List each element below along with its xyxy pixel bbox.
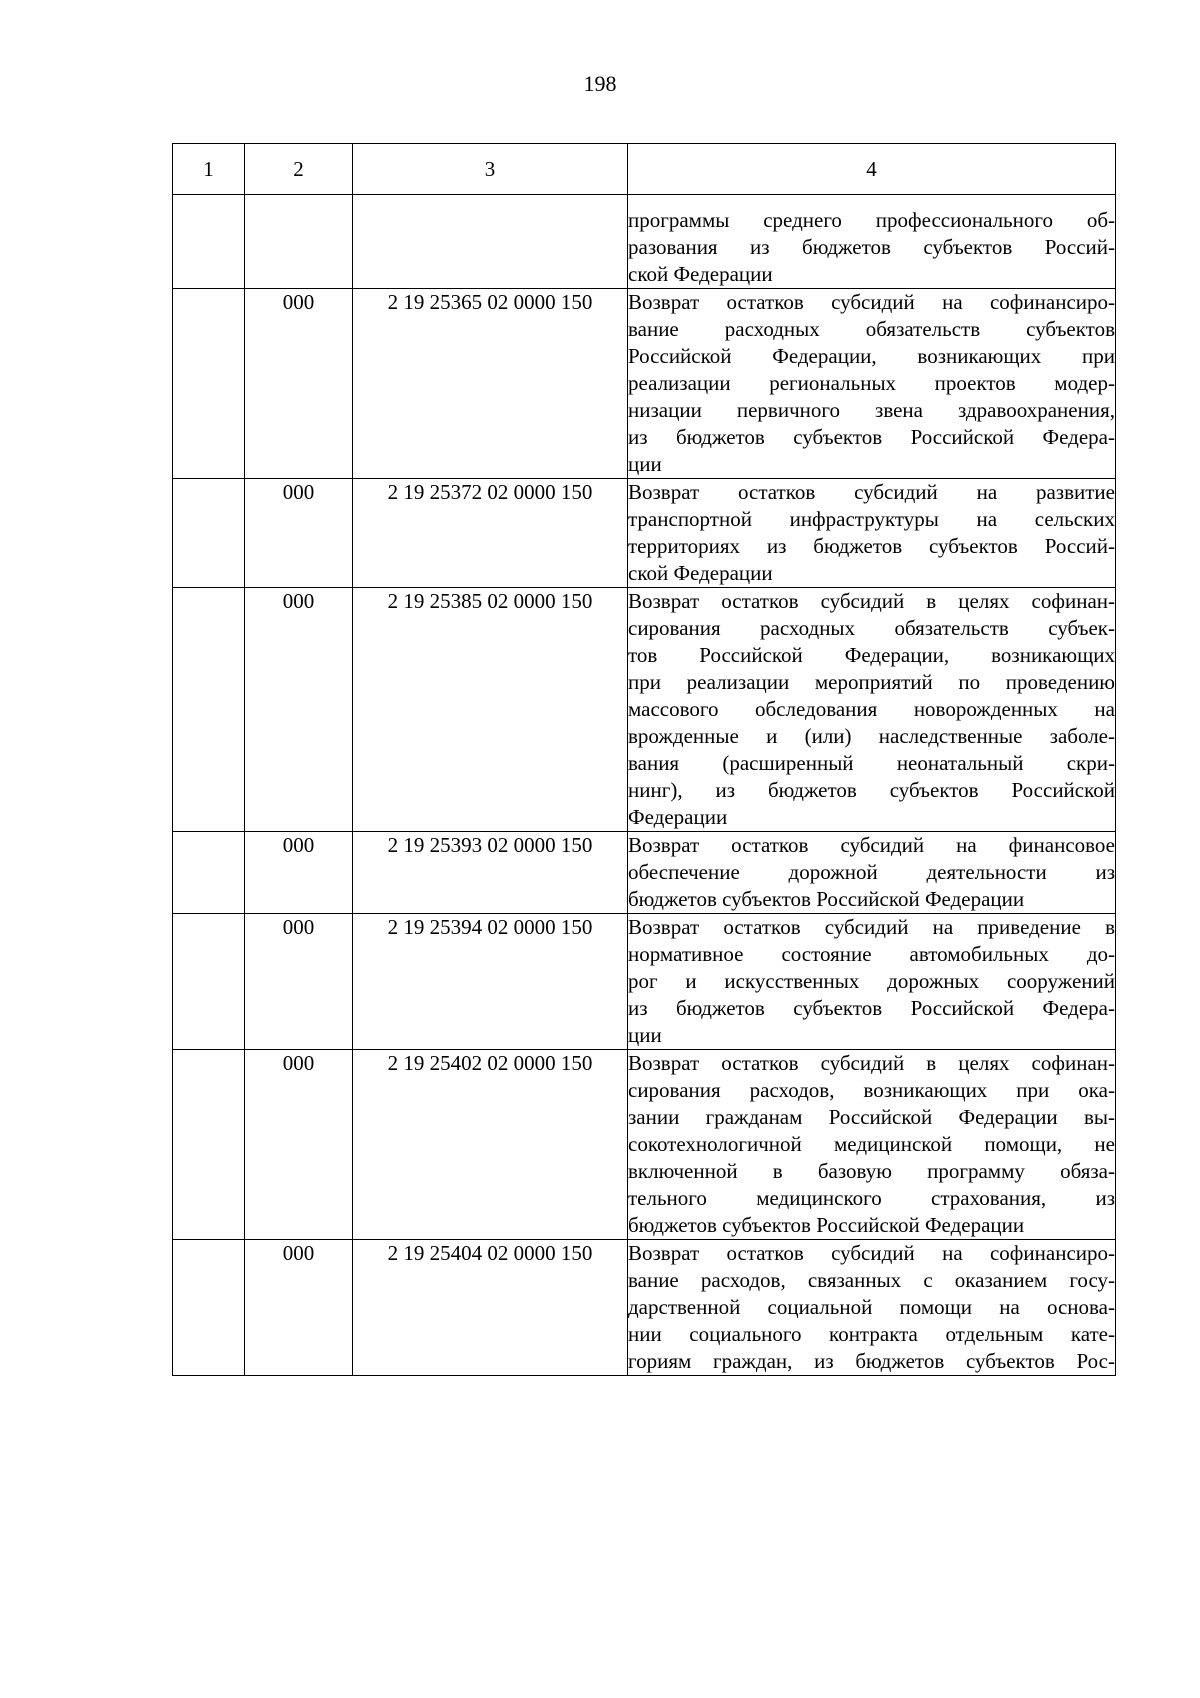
- description-line: ции: [628, 452, 662, 476]
- description-line: Федерации: [628, 805, 728, 829]
- table-row: [173, 479, 1116, 588]
- admin-code-cell: [245, 195, 353, 289]
- empty-cell: [173, 1050, 245, 1240]
- budget-code-cell: 2 19 25394 02 0000 150: [353, 914, 628, 1050]
- description-line: врожденные и (или) наследственные заболе-: [628, 724, 1115, 748]
- description-line: транспортной инфраструктуры на сельских: [628, 507, 1115, 531]
- table-row: [173, 195, 1116, 289]
- description-cell: [628, 195, 1116, 289]
- empty-cell: [173, 479, 245, 588]
- description-line: вание расходов, связанных с оказанием госу-: [628, 1268, 1115, 1292]
- description-line: из бюджетов субъектов Российской Федера-: [628, 996, 1115, 1020]
- description-line: включенной в базовую программу обяза-: [628, 1159, 1115, 1183]
- description-cell: [628, 1240, 1116, 1376]
- table-header-row: [173, 144, 1116, 195]
- empty-cell: [173, 195, 245, 289]
- admin-code-cell: 000: [245, 289, 353, 479]
- description-line: Российской Федерации, возникающих при: [628, 344, 1115, 368]
- description-line: ской Федерации: [628, 262, 773, 286]
- description-cell: [628, 479, 1116, 588]
- admin-code-cell: 000: [245, 1050, 353, 1240]
- description-line: сокотехнологичной медицинской помощи, не: [628, 1132, 1115, 1156]
- description-line: ской Федерации: [628, 561, 773, 585]
- description-line: нинг), из бюджетов субъектов Российской: [628, 778, 1115, 802]
- description-line: из бюджетов субъектов Российской Федера-: [628, 425, 1115, 449]
- table-row: [173, 289, 1116, 479]
- budget-code-cell: 2 19 25404 02 0000 150: [353, 1240, 628, 1376]
- description-line: бюджетов субъектов Российской Федерации: [628, 1213, 1025, 1237]
- description-line: территориях из бюджетов субъектов Россий-: [628, 534, 1115, 558]
- budget-code-cell: [353, 195, 628, 289]
- admin-code-cell: 000: [245, 1240, 353, 1376]
- column-header-3: 3: [353, 144, 628, 195]
- table-row: [173, 1050, 1116, 1240]
- admin-code-cell: 000: [245, 479, 353, 588]
- description-line: дарственной социальной помощи на основа-: [628, 1295, 1115, 1319]
- empty-cell: [173, 832, 245, 914]
- description-line: тельного медицинского страхования, из: [628, 1186, 1115, 1210]
- table-row: [173, 914, 1116, 1050]
- description-line: нии социального контракта отдельным кате-: [628, 1322, 1115, 1346]
- budget-code-cell: 2 19 25402 02 0000 150: [353, 1050, 628, 1240]
- table-row: [173, 588, 1116, 832]
- description-line: массового обследования новорожденных на: [628, 697, 1115, 721]
- description-line: Возврат остатков субсидий в целях софинан-: [628, 589, 1115, 613]
- description-line: Возврат остатков субсидий на развитие: [628, 480, 1115, 504]
- description-line: программы среднего профессионального об-: [628, 208, 1115, 232]
- description-cell: [628, 1050, 1116, 1240]
- empty-cell: [173, 1240, 245, 1376]
- description-cell: [628, 289, 1116, 479]
- admin-code-cell: 000: [245, 832, 353, 914]
- empty-cell: [173, 914, 245, 1050]
- empty-cell: [173, 588, 245, 832]
- description-cell: [628, 914, 1116, 1050]
- budget-code-cell: 2 19 25385 02 0000 150: [353, 588, 628, 832]
- description-line: разования из бюджетов субъектов Россий-: [628, 235, 1115, 259]
- budget-code-cell: 2 19 25365 02 0000 150: [353, 289, 628, 479]
- column-header-1: 1: [173, 144, 245, 195]
- table-row: [173, 1240, 1116, 1376]
- description-line: Возврат остатков субсидий на софинансиро-: [628, 1241, 1115, 1265]
- description-line: реализации региональных проектов модер-: [628, 371, 1115, 395]
- description-line: гориям граждан, из бюджетов субъектов Рос-: [628, 1349, 1115, 1373]
- description-line: ции: [628, 1023, 662, 1047]
- description-cell: [628, 832, 1116, 914]
- description-line: Возврат остатков субсидий на софинансиро-: [628, 290, 1115, 314]
- description-line: вания (расширенный неонатальный скри-: [628, 751, 1115, 775]
- description-line: обеспечение дорожной деятельности из: [628, 860, 1115, 884]
- description-line: тов Российской Федерации, возникающих: [628, 643, 1115, 667]
- description-line: при реализации мероприятий по проведению: [628, 670, 1115, 694]
- column-header-4: 4: [628, 144, 1116, 195]
- description-cell: [628, 588, 1116, 832]
- budget-code-cell: 2 19 25372 02 0000 150: [353, 479, 628, 588]
- description-line: бюджетов субъектов Российской Федерации: [628, 887, 1025, 911]
- description-line: нормативное состояние автомобильных до-: [628, 942, 1115, 966]
- description-line: вание расходных обязательств субъектов: [628, 317, 1115, 341]
- description-line: Возврат остатков субсидий в целях софинан-: [628, 1051, 1115, 1075]
- description-line: Возврат остатков субсидий на финансовое: [628, 833, 1115, 857]
- description-line: зании гражданам Российской Федерации вы-: [628, 1105, 1115, 1129]
- budget-code-cell: 2 19 25393 02 0000 150: [353, 832, 628, 914]
- description-line: сирования расходов, возникающих при ока-: [628, 1078, 1115, 1102]
- page-number: 198: [583, 71, 617, 96]
- description-line: низации первичного звена здравоохранения,: [628, 398, 1115, 422]
- empty-cell: [173, 289, 245, 479]
- admin-code-cell: 000: [245, 914, 353, 1050]
- description-line: Возврат остатков субсидий на приведение в: [628, 915, 1115, 939]
- column-header-2: 2: [245, 144, 353, 195]
- description-line: сирования расходных обязательств субъек-: [628, 616, 1115, 640]
- description-line: рог и искусственных дорожных сооружений: [628, 969, 1115, 993]
- budget-code-table: [172, 143, 1116, 1376]
- table-body: [173, 195, 1116, 1376]
- table-row: [173, 832, 1116, 914]
- admin-code-cell: 000: [245, 588, 353, 832]
